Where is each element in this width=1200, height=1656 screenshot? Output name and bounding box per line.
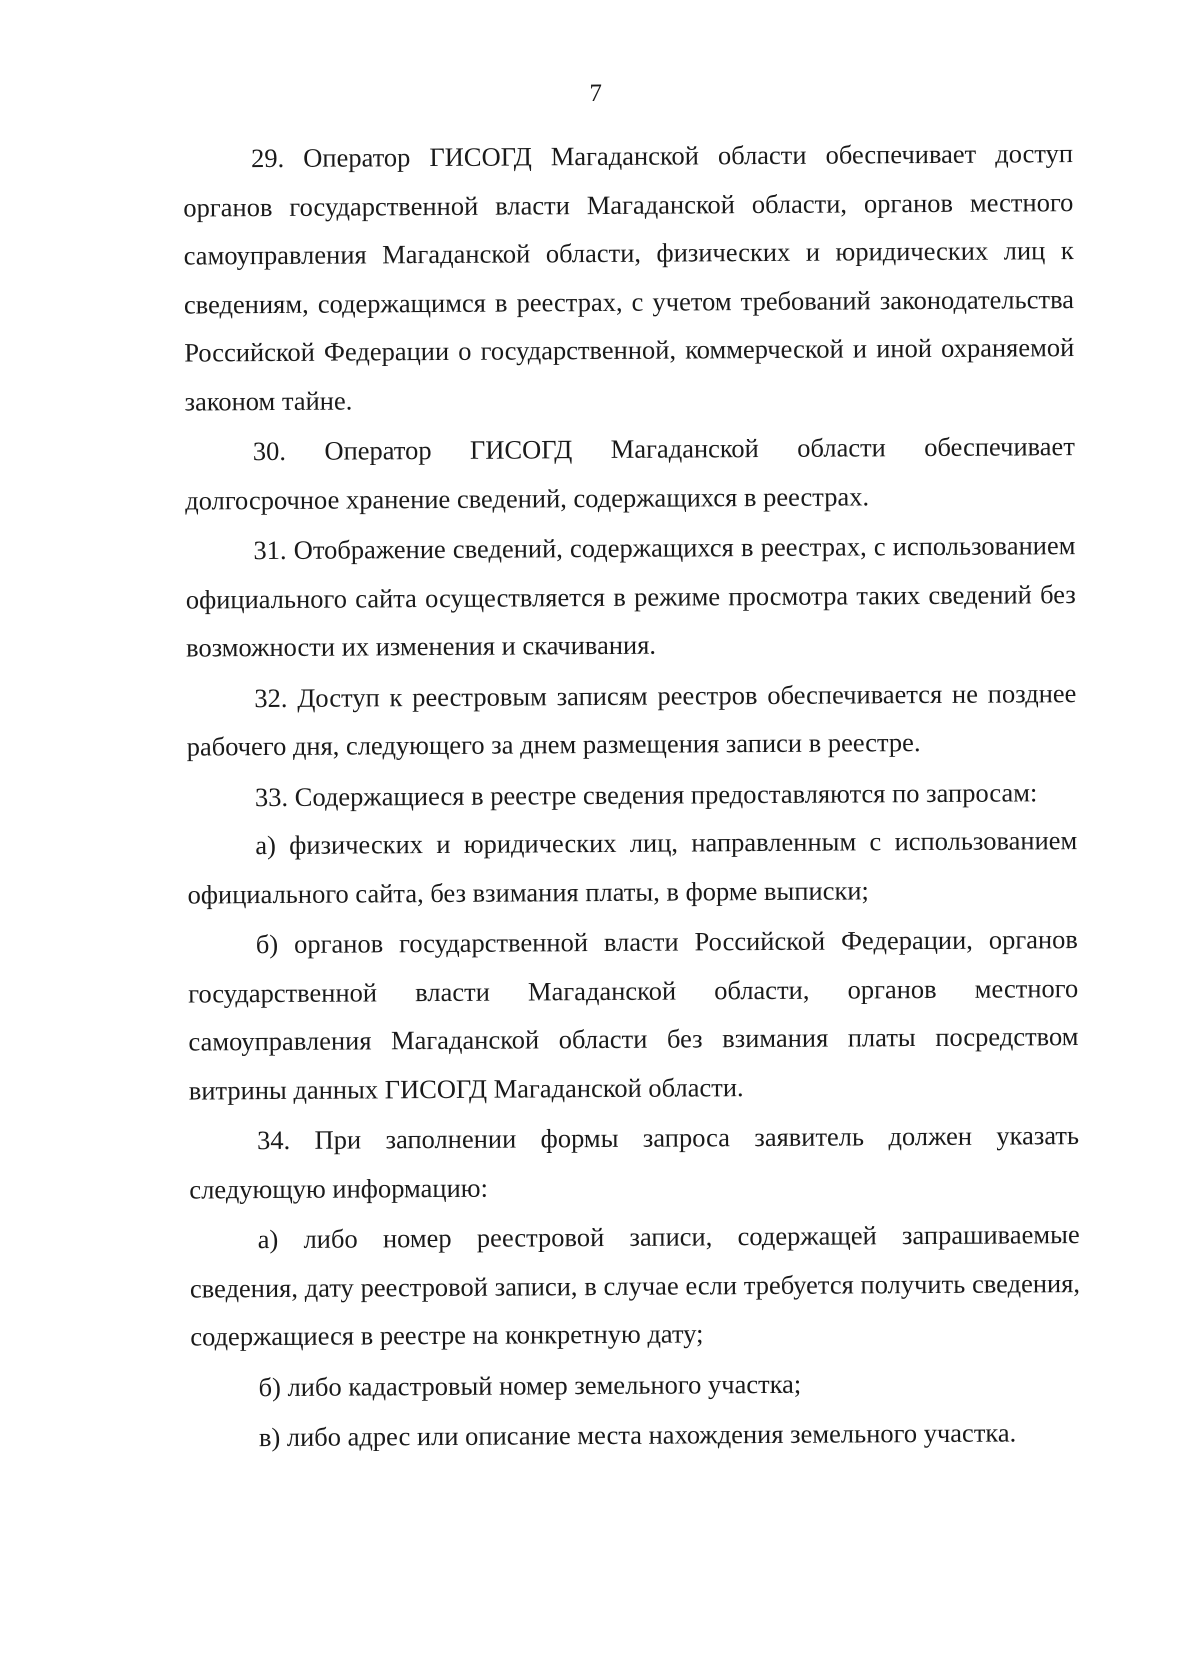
page-number: 7	[589, 79, 603, 108]
paragraph-34-c: в) либо адрес или описание места нахождения земельного участка.	[258, 1417, 1017, 1453]
paragraph-32: 32. Доступ к реестровым записям реестров обеспечивается не позднее рабочего дня, следующего за днем размещения записи в реестре.	[186, 677, 1077, 762]
paragraph-33: 33. Содержащиеся в реестре сведения предоставляются по запросам:	[254, 776, 1038, 812]
paragraph-30: 30. Оператор ГИСОГД Магаданской области обеспечивает долгосрочное хранение сведений, содержащихся в реестрах.	[185, 431, 1075, 516]
paragraph-33-a: а) физических и юридических лиц, направленным с использованием официального сайта, без взимания платы, в форме выписки;	[187, 825, 1078, 910]
paragraph-34: 34. При заполнении формы запроса заявитель должен указать следующую информацию:	[189, 1120, 1080, 1205]
paragraph-34-a: а) либо номер реестровой записи, содержащей запрашиваемые сведения, дату реестровой записи, в случае если требуется получить сведения, содержащиеся в реестре на конкретную дату;	[189, 1219, 1081, 1352]
paragraph-33-b: б) органов государственной власти Российской Федерации, органов государственной власти Магаданской области, органов местного самоуправления Магаданской области без взимания платы посредством витрины данных ГИСОГД Магаданской области.	[188, 924, 1079, 1106]
paragraph-34-b: б) либо кадастровый номер земельного участка;	[258, 1368, 802, 1402]
paragraph-29: 29. Оператор ГИСОГД Магаданской области обеспечивает доступ органов государственной власти Магаданской области, органов местного самоуправления Магаданской области, физических и юридических лиц к сведениям, содержащимся в реестрах, с учетом требований законодательства Российской Федерации о государственной, коммерческой и иной охраняемой законом тайне.	[183, 138, 1075, 417]
document-body	[183, 129, 1081, 1462]
paragraph-31: 31. Отображение сведений, содержащихся в реестрах, с использованием официального сайта осуществляется в режиме просмотра таких сведений без возможности их изменения и скачивания.	[185, 530, 1076, 663]
